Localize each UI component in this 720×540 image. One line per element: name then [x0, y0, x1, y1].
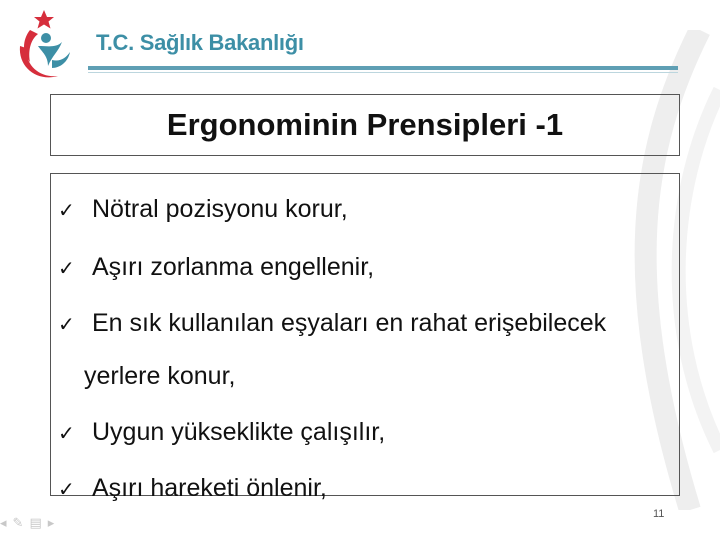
check-icon: ✓: [58, 198, 75, 222]
check-icon: ✓: [58, 256, 75, 280]
bullet-item: [58, 418, 385, 447]
bullet-text: En sık kullanılan eşyaları en rahat erişebilecek: [92, 309, 607, 337]
title-box: [50, 94, 680, 156]
page-number: 11: [653, 508, 665, 520]
bullet-text: Aşırı zorlanma engellenir,: [92, 253, 375, 281]
ministry-of-health-logo: [8, 6, 80, 84]
bullet-text: Nötral pozisyonu korur,: [92, 195, 348, 223]
bullet-text: Aşırı hareketi önlenir,: [92, 474, 327, 502]
slide-title: Ergonominin Prensipleri -1: [166, 107, 564, 142]
bullet-item: [58, 309, 606, 338]
slideshow-nav: [0, 510, 54, 536]
header-divider: [88, 66, 678, 70]
check-icon: ✓: [58, 421, 75, 445]
check-icon: ✓: [58, 477, 75, 501]
bullet-item: [58, 474, 327, 503]
nav-menu-icon[interactable]: ▤: [29, 515, 42, 531]
bullet-continuation: yerlere konur,: [84, 362, 236, 390]
header-divider-thin: [88, 72, 678, 73]
bullet-item: [58, 253, 374, 282]
bullet-text: Uygun yükseklikte çalışılır,: [92, 418, 386, 446]
nav-back-icon[interactable]: ◂: [0, 515, 7, 531]
brand-name: T.C. Sağlık Bakanlığı: [96, 30, 304, 55]
nav-pen-icon[interactable]: ✎: [12, 515, 24, 531]
bullet-item: [58, 195, 348, 224]
nav-forward-icon[interactable]: ▸: [47, 515, 55, 531]
check-icon: ✓: [58, 312, 75, 336]
